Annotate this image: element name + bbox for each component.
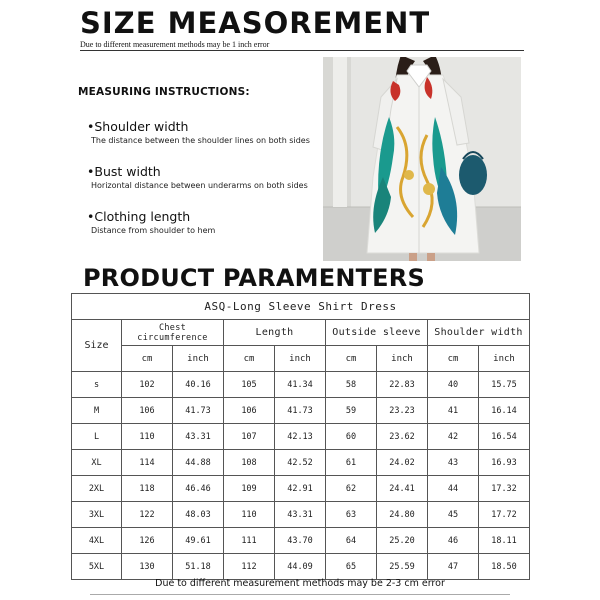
table-cell: 112 bbox=[224, 554, 275, 580]
table-cell: 46.46 bbox=[173, 476, 224, 502]
cell-size: 5XL bbox=[72, 554, 122, 580]
table-cell: 17.32 bbox=[479, 476, 530, 502]
table-cell: 24.80 bbox=[377, 502, 428, 528]
instruction-desc-shoulder: The distance between the shoulder lines on both sides bbox=[91, 136, 310, 145]
table-cell: 41.73 bbox=[275, 398, 326, 424]
table-cell: 41.73 bbox=[173, 398, 224, 424]
table-cell: 16.54 bbox=[479, 424, 530, 450]
table-cell: 25.59 bbox=[377, 554, 428, 580]
table-row bbox=[72, 502, 530, 528]
table-cell: 16.14 bbox=[479, 398, 530, 424]
table-cell: 63 bbox=[326, 502, 377, 528]
table-cell: 47 bbox=[428, 554, 479, 580]
table-cell: 44.09 bbox=[275, 554, 326, 580]
table-cell: 43 bbox=[428, 450, 479, 476]
table-cell: 42.91 bbox=[275, 476, 326, 502]
cell-size: s bbox=[72, 372, 122, 398]
group-header-sleeve: Outside sleeve bbox=[326, 320, 428, 346]
instructions-heading: MEASURING INSTRUCTIONS: bbox=[78, 86, 250, 98]
instruction-name-shoulder: •Shoulder width bbox=[87, 119, 189, 134]
cell-size: 4XL bbox=[72, 528, 122, 554]
table-cell: 65 bbox=[326, 554, 377, 580]
table-cell: 110 bbox=[122, 424, 173, 450]
table-cell: 48.03 bbox=[173, 502, 224, 528]
unit-header: inch bbox=[173, 346, 224, 372]
cell-size: L bbox=[72, 424, 122, 450]
table-cell: 126 bbox=[122, 528, 173, 554]
table-cell: 15.75 bbox=[479, 372, 530, 398]
table-cell: 44.88 bbox=[173, 450, 224, 476]
section-title: PRODUCT PARAMENTERS bbox=[83, 264, 425, 292]
table-cell: 49.61 bbox=[173, 528, 224, 554]
cell-size: XL bbox=[72, 450, 122, 476]
size-table bbox=[71, 293, 530, 580]
table-cell: 102 bbox=[122, 372, 173, 398]
table-cell: 23.23 bbox=[377, 398, 428, 424]
table-cell: 60 bbox=[326, 424, 377, 450]
table-cell: 64 bbox=[326, 528, 377, 554]
product-photo bbox=[323, 57, 521, 261]
table-cell: 42.52 bbox=[275, 450, 326, 476]
table-cell: 40 bbox=[428, 372, 479, 398]
instruction-desc-bust: Horizontal distance between underarms on both sides bbox=[91, 181, 308, 190]
table-cell: 25.20 bbox=[377, 528, 428, 554]
footnote-divider bbox=[90, 594, 510, 595]
table-cell: 40.16 bbox=[173, 372, 224, 398]
table-cell: 44 bbox=[428, 476, 479, 502]
table-cell: 43.31 bbox=[173, 424, 224, 450]
size-header: Size bbox=[72, 320, 122, 372]
table-cell: 22.83 bbox=[377, 372, 428, 398]
table-row bbox=[72, 398, 530, 424]
table-cell: 105 bbox=[224, 372, 275, 398]
table-cell: 107 bbox=[224, 424, 275, 450]
cell-size: M bbox=[72, 398, 122, 424]
table-cell: 17.72 bbox=[479, 502, 530, 528]
table-cell: 118 bbox=[122, 476, 173, 502]
table-cell: 106 bbox=[122, 398, 173, 424]
table-cell: 130 bbox=[122, 554, 173, 580]
table-cell: 24.02 bbox=[377, 450, 428, 476]
table-cell: 61 bbox=[326, 450, 377, 476]
table-cell: 110 bbox=[224, 502, 275, 528]
table-cell: 43.70 bbox=[275, 528, 326, 554]
table-cell: 114 bbox=[122, 450, 173, 476]
group-header-chest: Chest circumference bbox=[122, 320, 224, 346]
instruction-desc-length: Distance from shoulder to hem bbox=[91, 226, 216, 235]
table-cell: 23.62 bbox=[377, 424, 428, 450]
table-cell: 111 bbox=[224, 528, 275, 554]
table-cell: 24.41 bbox=[377, 476, 428, 502]
table-cell: 62 bbox=[326, 476, 377, 502]
unit-header: cm bbox=[224, 346, 275, 372]
table-cell: 41 bbox=[428, 398, 479, 424]
table-cell: 42.13 bbox=[275, 424, 326, 450]
table-row bbox=[72, 554, 530, 580]
group-header-shoulder: Shoulder width bbox=[428, 320, 530, 346]
table-row bbox=[72, 424, 530, 450]
table-cell: 122 bbox=[122, 502, 173, 528]
unit-header: inch bbox=[275, 346, 326, 372]
table-cell: 108 bbox=[224, 450, 275, 476]
table-cell: 58 bbox=[326, 372, 377, 398]
page-subtitle: Due to different measurement methods may be 1 inch error bbox=[80, 40, 270, 49]
dress-illustration bbox=[323, 57, 521, 261]
table-cell: 46 bbox=[428, 528, 479, 554]
table-cell: 43.31 bbox=[275, 502, 326, 528]
unit-header: inch bbox=[377, 346, 428, 372]
table-cell: 106 bbox=[224, 398, 275, 424]
table-row bbox=[72, 450, 530, 476]
cell-size: 2XL bbox=[72, 476, 122, 502]
group-header-length: Length bbox=[224, 320, 326, 346]
table-cell: 18.11 bbox=[479, 528, 530, 554]
unit-header: inch bbox=[479, 346, 530, 372]
table-caption: ASQ-Long Sleeve Shirt Dress bbox=[72, 294, 530, 320]
unit-header: cm bbox=[428, 346, 479, 372]
page-title: SIZE MEASOREMENT bbox=[80, 6, 431, 40]
footnote: Due to different measurement methods may be 2-3 cm error bbox=[155, 578, 445, 589]
table-cell: 18.50 bbox=[479, 554, 530, 580]
unit-header: cm bbox=[326, 346, 377, 372]
table-cell: 45 bbox=[428, 502, 479, 528]
table-row bbox=[72, 476, 530, 502]
table-cell: 41.34 bbox=[275, 372, 326, 398]
table-row bbox=[72, 528, 530, 554]
instruction-name-bust: •Bust width bbox=[87, 164, 161, 179]
table-row bbox=[72, 372, 530, 398]
table-cell: 59 bbox=[326, 398, 377, 424]
cell-size: 3XL bbox=[72, 502, 122, 528]
table-cell: 16.93 bbox=[479, 450, 530, 476]
table-cell: 109 bbox=[224, 476, 275, 502]
instruction-name-length: •Clothing length bbox=[87, 209, 191, 224]
table-cell: 42 bbox=[428, 424, 479, 450]
table-cell: 51.18 bbox=[173, 554, 224, 580]
title-divider bbox=[80, 50, 524, 51]
unit-header: cm bbox=[122, 346, 173, 372]
